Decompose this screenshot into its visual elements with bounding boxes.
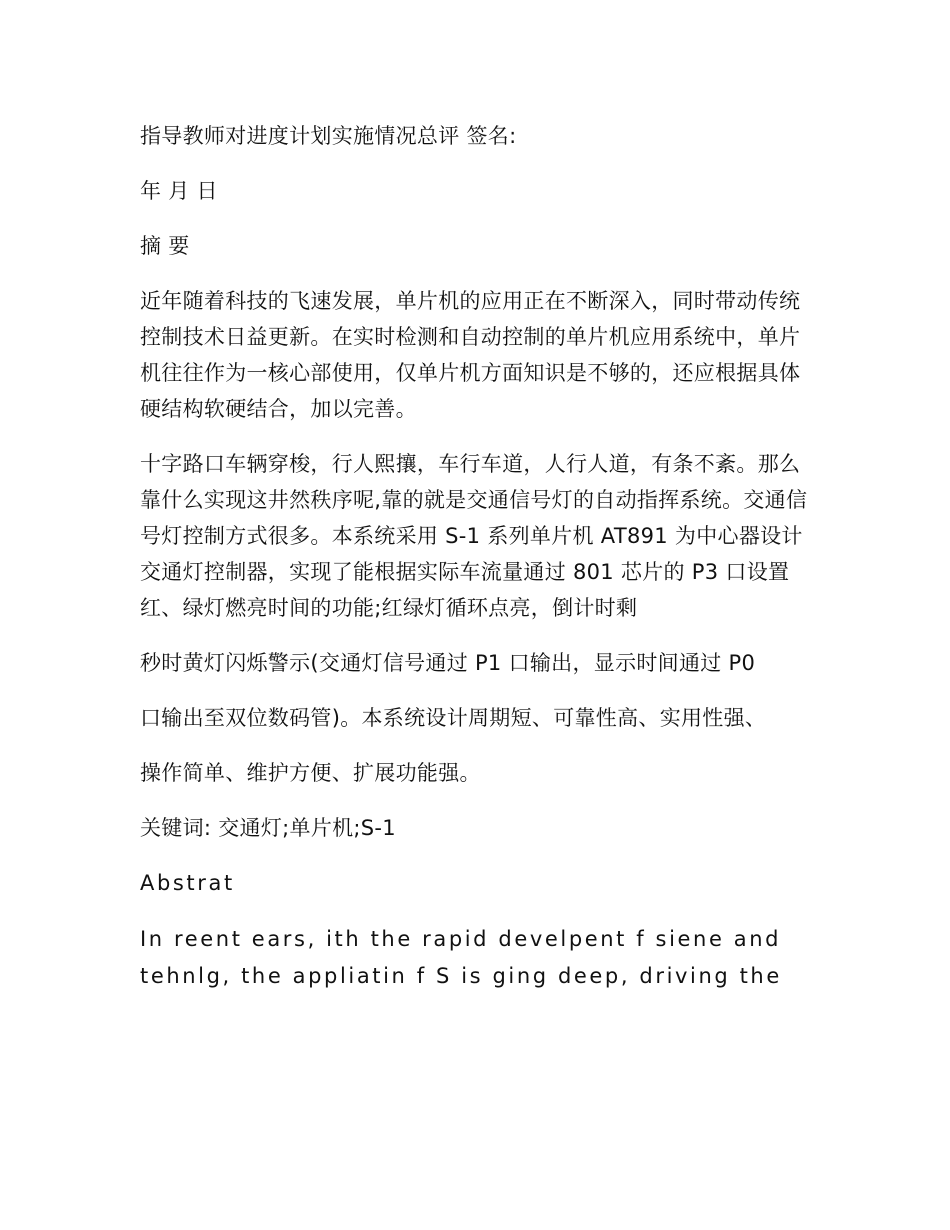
date-line: 年 月 日: [140, 179, 218, 203]
english-abstract-heading: Abstrat: [140, 871, 235, 895]
keywords-line: 关键词: 交通灯;单片机;S-1: [140, 816, 396, 840]
abstract-paragraph-1: 近年随着科技的飞速发展，单片机的应用正在不断深入，同时带动传统控制技术日益更新。在实时检测和自动控制的单片机应用系统中，单片机往往作为一核心部使用，仅单片机方面知识是不够的，还应根据具体硬结构软硬结合，加以完善。: [140, 289, 801, 421]
abstract-paragraph-5: 操作简单、维护方便、扩展功能强。: [140, 761, 481, 785]
english-abstract-paragraph: In reent ears, ith the rapid develpent f siene and tehnlg, the appliatin f S is ging deep, driving the: [140, 927, 791, 988]
document-body: [140, 118, 812, 1014]
abstract-paragraph-2: 十字路口车辆穿梭，行人熙攘，车行车道，人行人道，有条不紊。那么靠什么实现这井然秩序呢,靠的就是交通信号灯的自动指挥系统。交通信号灯控制方式很多。本系统采用 S-1 系列单片机 AT891 为中心器设计交通灯控制器，实现了能根据实际车流量通过 801 芯片的 P3 口设置红、绿灯燃亮时间的功能;红绿灯循环点亮，倒计时剩: [140, 452, 808, 620]
abstract-paragraph-4: 口输出至双位数码管)。本系统设计周期短、可靠性高、实用性强、: [140, 706, 767, 730]
abstract-paragraph-3: 秒时黄灯闪烁警示(交通灯信号通过 P1 口输出，显示时间通过 P0: [140, 651, 756, 675]
abstract-heading: 摘 要: [140, 234, 190, 258]
evaluation-signature-line: 指导教师对进度计划实施情况总评 签名:: [140, 124, 517, 148]
